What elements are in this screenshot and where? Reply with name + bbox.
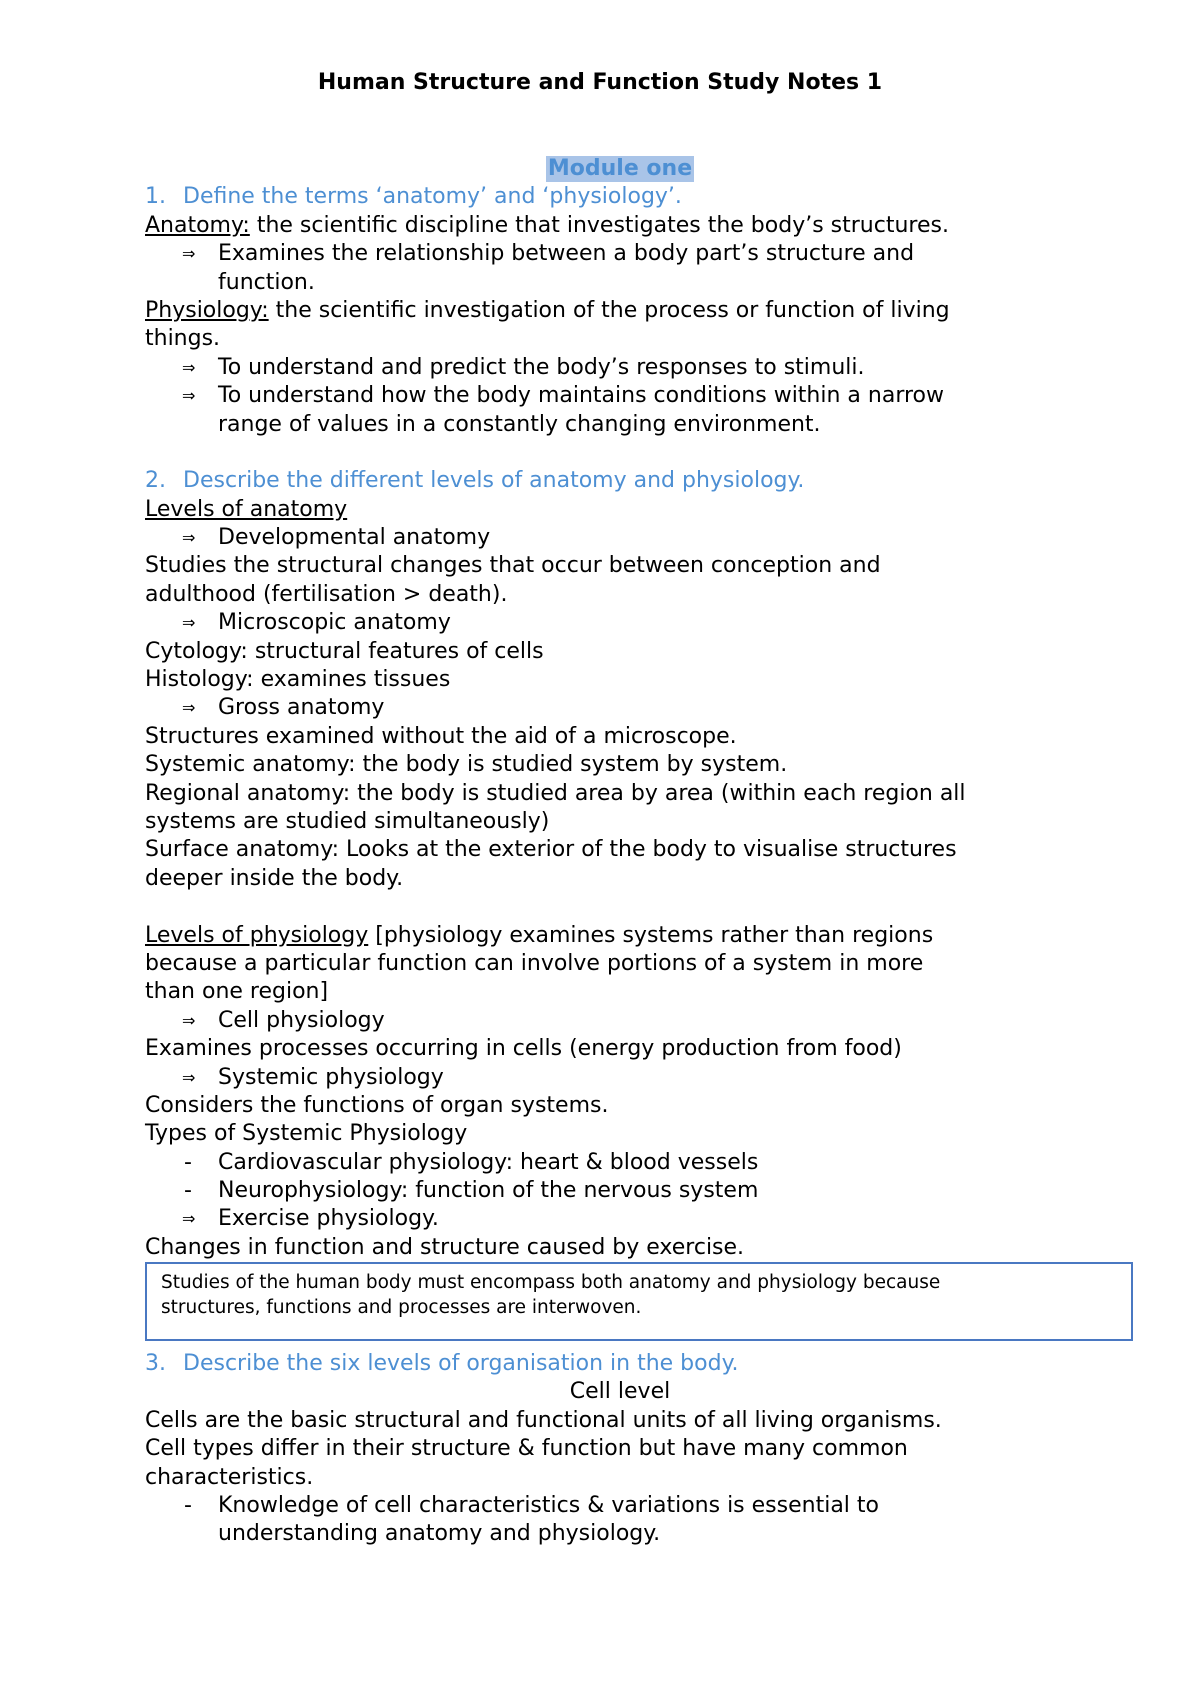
paragraph-line: Histology: examines tissues bbox=[145, 667, 451, 693]
paragraph-line: Regional anatomy: the body is studied area by area (within each region all bbox=[145, 780, 966, 806]
list-item-text: Exercise physiology. bbox=[218, 1206, 439, 1232]
arrow-icon: ⇒ bbox=[182, 1209, 196, 1229]
physiology-def: the scientific investigation of the process or function of living bbox=[268, 297, 950, 323]
subheading-text: Levels of anatomy bbox=[145, 496, 348, 522]
callout-line: Studies of the human body must encompass both anatomy and physiology because bbox=[161, 1272, 941, 1293]
note-callout-box bbox=[145, 1262, 1133, 1341]
list-item bbox=[145, 1492, 1095, 1520]
paragraph-line: Cell types differ in their structure & function but have many common bbox=[145, 1436, 908, 1462]
list-item bbox=[145, 354, 1095, 382]
cell-level-subheading: Cell level bbox=[569, 1379, 671, 1405]
list-item-text: Knowledge of cell characteristics & variations is essential to bbox=[218, 1492, 879, 1518]
arrow-icon: ⇒ bbox=[182, 1010, 196, 1030]
module-heading-line bbox=[145, 155, 1095, 183]
levels-physiology-line bbox=[145, 922, 1095, 950]
list-item-text: Cardiovascular physiology: heart & blood vessels bbox=[218, 1149, 759, 1175]
blank-line bbox=[145, 439, 1095, 467]
list-item bbox=[145, 694, 1095, 722]
list-item bbox=[145, 240, 1095, 268]
list-item-continuation: function. bbox=[218, 269, 315, 295]
question-2-heading bbox=[145, 467, 1095, 495]
arrow-icon: ⇒ bbox=[182, 698, 196, 718]
dash-icon: - bbox=[184, 1149, 192, 1175]
paragraph-line: characteristics. bbox=[145, 1464, 314, 1490]
paragraph-line: Types of Systemic Physiology bbox=[145, 1121, 468, 1147]
physiology-definition-cont: things. bbox=[145, 326, 221, 352]
paragraph-line: because a particular function can involve portions of a system in more bbox=[145, 950, 924, 976]
arrow-icon: ⇒ bbox=[182, 528, 196, 548]
list-item-text: To understand how the body maintains conditions within a narrow bbox=[218, 383, 944, 409]
list-item bbox=[145, 1205, 1095, 1233]
paragraph-line: deeper inside the body. bbox=[145, 865, 404, 891]
anatomy-def: the scientific discipline that investigates the body’s structures. bbox=[249, 212, 949, 238]
list-item-text: Microscopic anatomy bbox=[218, 610, 451, 636]
list-item bbox=[145, 382, 1095, 410]
list-item bbox=[145, 1064, 1095, 1092]
question-1-heading bbox=[145, 183, 1095, 211]
document-title: Human Structure and Function Study Notes 1 bbox=[317, 70, 883, 95]
paragraph-line: Cytology: structural features of cells bbox=[145, 638, 544, 664]
dash-icon: - bbox=[184, 1492, 192, 1518]
physiology-term: Physiology: bbox=[145, 297, 269, 323]
physiology-definition bbox=[145, 297, 1095, 325]
document-body bbox=[145, 155, 1095, 1262]
question-number: 3. bbox=[145, 1351, 166, 1376]
arrow-icon: ⇒ bbox=[182, 244, 196, 264]
arrow-icon: ⇒ bbox=[182, 357, 196, 377]
question-text: Define the terms ‘anatomy’ and ‘physiology’. bbox=[183, 184, 682, 210]
paragraph-line: Systemic anatomy: the body is studied system by system. bbox=[145, 752, 788, 778]
anatomy-definition bbox=[145, 212, 1095, 240]
list-item bbox=[145, 524, 1095, 552]
question-number: 2. bbox=[145, 468, 166, 494]
question-text: Describe the different levels of anatomy and physiology. bbox=[183, 468, 805, 494]
arrow-icon: ⇒ bbox=[182, 613, 196, 633]
list-item-continuation: range of values in a constantly changing environment. bbox=[218, 411, 821, 437]
paragraph-line: Surface anatomy: Looks at the exterior of the body to visualise structures bbox=[145, 837, 957, 863]
module-heading: Module one bbox=[547, 156, 693, 181]
paragraph-line: Studies the structural changes that occur between conception and bbox=[145, 553, 881, 579]
arrow-icon: ⇒ bbox=[182, 1067, 196, 1087]
list-item bbox=[145, 1149, 1095, 1177]
list-item-text: Developmental anatomy bbox=[218, 525, 491, 551]
list-item-text: Neurophysiology: function of the nervous system bbox=[218, 1178, 759, 1204]
levels-physiology-desc: [physiology examines systems rather than regions bbox=[368, 922, 934, 948]
paragraph-line: than one region] bbox=[145, 979, 329, 1005]
anatomy-term: Anatomy: bbox=[145, 212, 250, 238]
list-item-text: Gross anatomy bbox=[218, 695, 385, 721]
paragraph-line: Considers the functions of organ systems. bbox=[145, 1092, 609, 1118]
paragraph-line: adulthood (fertilisation > death). bbox=[145, 581, 508, 607]
question-3-heading bbox=[145, 1350, 1095, 1378]
list-item bbox=[145, 1177, 1095, 1205]
arrow-icon: ⇒ bbox=[182, 386, 196, 406]
blank-line bbox=[145, 893, 1095, 921]
list-item-continuation: understanding anatomy and physiology. bbox=[218, 1521, 661, 1547]
levels-anatomy-subheading bbox=[145, 496, 1095, 524]
paragraph-line: systems are studied simultaneously) bbox=[145, 808, 550, 834]
list-item bbox=[145, 609, 1095, 637]
question-text: Describe the six levels of organisation in the body. bbox=[183, 1351, 739, 1376]
list-item-text: To understand and predict the body’s responses to stimuli. bbox=[218, 354, 865, 380]
paragraph-line: Changes in function and structure caused by exercise. bbox=[145, 1234, 745, 1260]
list-item-text: Systemic physiology bbox=[218, 1064, 444, 1090]
question-number: 1. bbox=[145, 184, 166, 210]
dash-icon: - bbox=[184, 1178, 192, 1204]
levels-physiology-subheading: Levels of physiology bbox=[145, 922, 369, 948]
callout-line: structures, functions and processes are interwoven. bbox=[161, 1297, 642, 1318]
paragraph-line: Examines processes occurring in cells (energy production from food) bbox=[145, 1036, 902, 1062]
document-body-continued bbox=[145, 1350, 1095, 1549]
list-item-text: Examines the relationship between a body part’s structure and bbox=[218, 241, 915, 267]
paragraph-line: Structures examined without the aid of a microscope. bbox=[145, 723, 737, 749]
list-item-text: Cell physiology bbox=[218, 1007, 385, 1033]
paragraph-line: Cells are the basic structural and functional units of all living organisms. bbox=[145, 1407, 942, 1433]
list-item bbox=[145, 1007, 1095, 1035]
